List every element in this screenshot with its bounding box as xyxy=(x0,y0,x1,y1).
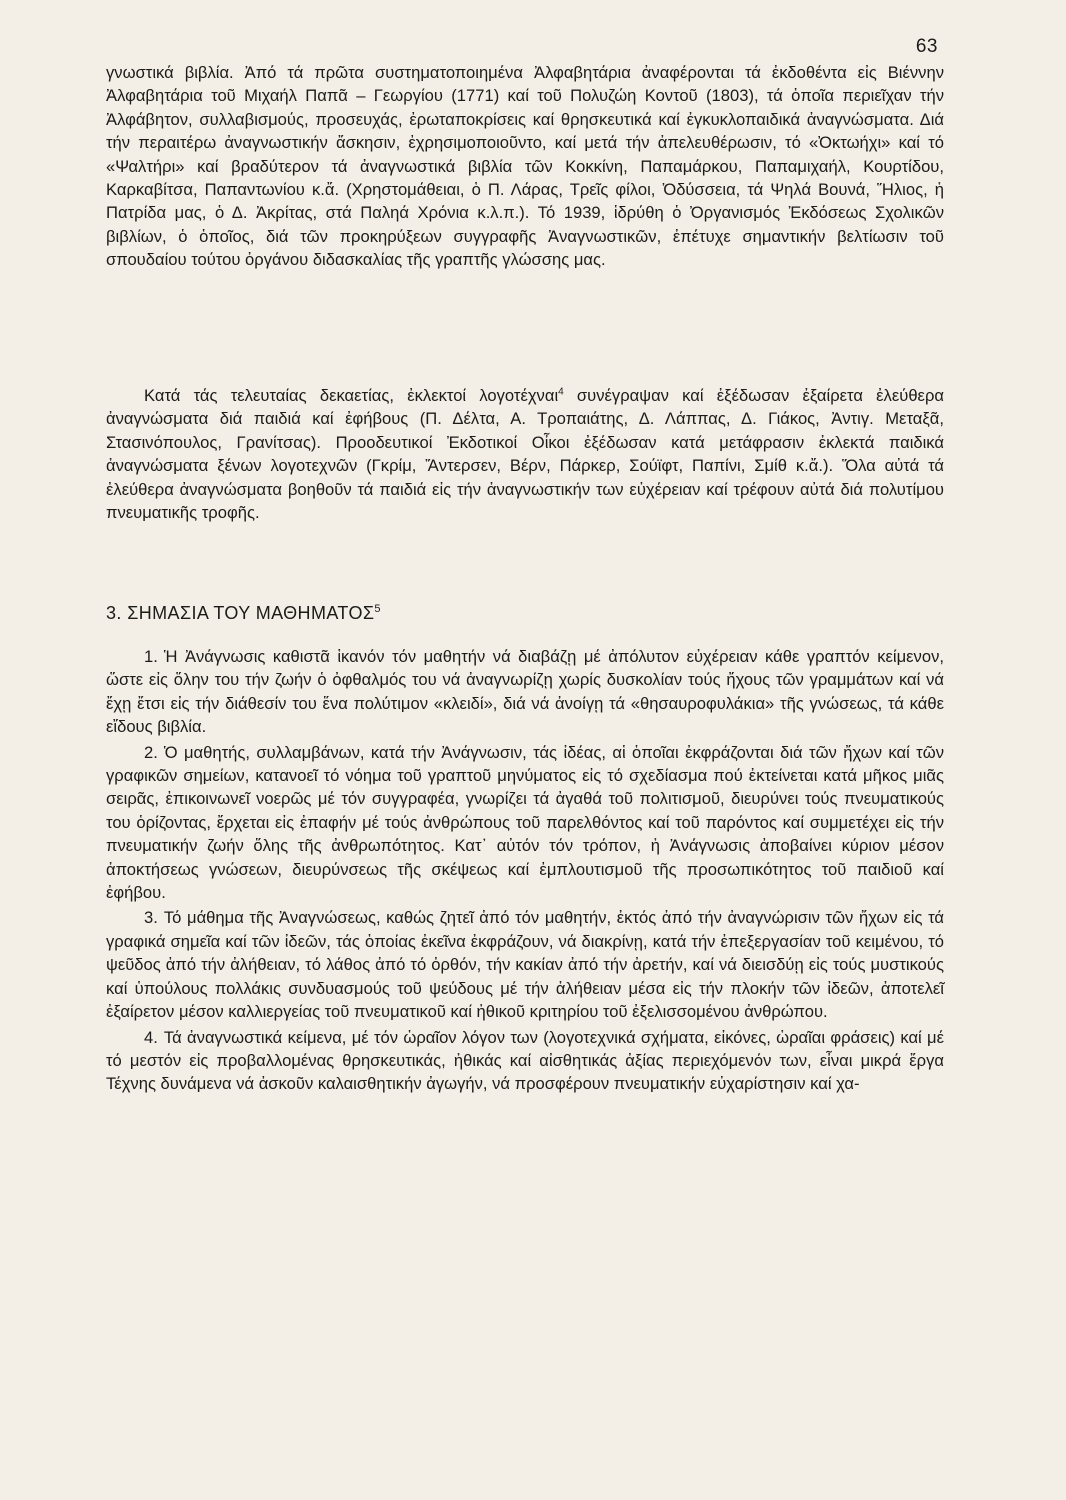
footnote-marker: 4 xyxy=(558,386,564,398)
list-item xyxy=(106,741,944,905)
list-item-text: Τό μάθημα τῆς Ἀναγνώσεως, καθώς ζητεῖ ἀπό τόν μαθητήν, ἐκτός ἀπό τήν ἀναγνώρισιν τῶν ἤχων εἰς τά γραφικά σημεῖα καί τῶν ἰδεῶν, τάς ὁποίας ἐκεῖνα ἐκφράζουν, νά διακρίνῃ, κατά τήν ἐπεξεργασίαν τοῦ κειμένου, τό ψεῦδος ἀπό τήν ἀλήθειαν, τό λάθος ἀπό τό ὀρθόν, τήν κακίαν ἀπό τήν ἀρετήν, καί νά διεισδύῃ εἰς τούς μυστικούς καί ὑπούλους πολλάκις συνδυασμούς τοῦ ψεύδους μέ τήν ἀλήθειαν μέσα εἰς τήν πλοκήν τῶν ἰδεῶν, ἀποτελεῖ ἐξαίρετον μέσον καλλιεργείας τοῦ πνευματικοῦ καί ἠθικοῦ κριτηρίου τοῦ ἐξελισσομένου ἀνθρώπου. xyxy=(106,908,944,1022)
list-item-text: Τά ἀναγνωστικά κείμενα, μέ τόν ὡραῖον λόγον των (λογοτεχνικά σχήματα, εἰκόνες, ὡραῖαι φράσεις) καί μέ τό μεστόν εἰς προβαλλομένας θρησκευτικάς, ἠθικάς καί αἰσθητικάς ἀξίας περιεχόμενόν των, εἶναι μικρά ἔργα Τέχνης δυνάμενα νά ἀσκοῦν καλαισθητικήν ἀγωγήν, νά προσφέρουν πνευματικήν εὐχαρίστησιν καί χα- xyxy=(106,1027,944,1094)
list-item-text: Ὁ μαθητής, συλλαμβάνων, κατά τήν Ἀνάγνωσιν, τάς ἰδέας, αἱ ὁποῖαι ἐκφράζονται διά τῶν ἤχων καί τῶν γραφικῶν σημείων, κατανοεῖ τό νόημα τοῦ γραπτοῦ μηνύματος εἰς τό σχεδίασμα πού ἐκτείνεται κατά μῆκος μιᾶς σειρᾶς, ἐπικοινωνεῖ νοερῶς μέ τόν συγγραφέα, γνωρίζει τά ἀγαθά τοῦ πολιτισμοῦ, διευρύνει τούς πνευματικούς του ὁρίζοντας, ἔρχεται εἰς ἐπαφήν μέ τούς ἀνθρώπους τοῦ παρελθόντος καί τοῦ παρόντος καί συμμετέχει εἰς τήν πνευματικήν ζωήν ὅλης τῆς ἀνθρωπότητος. Κατ᾽ αὐτόν τόν τρόπον, ἡ Ἀνάγνωσις ἀποβαίνει κύριον μέσον ἀποκτήσεως γνώσεων, διευρύνσεως τῆς σκέψεως καί ἐμπλουτισμοῦ τῆς προσωπικότητος τοῦ παιδιοῦ καί ἐφήβου. xyxy=(106,742,944,903)
page-number: 63 xyxy=(915,36,938,57)
list-item xyxy=(106,906,944,1023)
section-heading-text: 3. ΣΗΜΑΣΙΑ ΤΟΥ ΜΑΘΗΜΑΤΟΣ xyxy=(106,603,375,623)
paragraph-text-start: Κατά τάς τελευταίας δεκαετίας, ἐκλεκτοί λογοτέχναι xyxy=(144,386,559,405)
list-item xyxy=(106,645,944,739)
paragraph-text-end: συνέγραψαν καί ἐξέδωσαν ἐξαίρετα ἐλεύθερα ἀναγνώσματα διά παιδιά καί ἐφήβους (Π. Δέλτα, Α. Τροπαιάτης, Δ. Λάππας, Δ. Γιάκος, Ἀντιγ. Μεταξᾶ, Στασινόπουλος, Γρανίτσας). Προοδευτικοί Ἐκδοτικοί Οἶκοι ἐξέδωσαν κατά μετάφρασιν ἐκλεκτά παιδικά ἀναγνώσματα ξένων λογοτεχνῶν (Γκρίμ, Ἄντερσεν, Βέρν, Πάρκερ, Σούϊφτ, Παπίνι, Σμίθ κ.ἄ.). Ὅλα αὐτά τά ἐλεύθερα ἀναγνώσματα βοηθοῦν τά παιδιά εἰς τήν ἀναγνωστικήν των εὐχέρειαν καί τρέφουν αὐτά διά πολυτίμου πνευματικῆς τροφῆς. xyxy=(106,386,944,523)
footnote-marker: 5 xyxy=(374,603,381,615)
section-heading xyxy=(106,603,381,624)
list-item-number: 1. xyxy=(144,647,158,666)
paragraph-modern-literature xyxy=(106,384,944,524)
paragraph-reading-books-history xyxy=(106,61,944,272)
list-item-text: Ἡ Ἀνάγνωσις καθιστᾶ ἱκανόν τόν μαθητήν νά διαβάζῃ μέ ἀπόλυτον εὐχέρειαν κάθε γραπτόν κείμενον, ὥστε εἰς ὅλην του τήν ζωήν ὁ ὀφθαλμός του νά ἀναγνωρίζῃ χωρίς δυσκολίαν τούς ἤχους τῶν γραμμάτων καί νά ἔχῃ ἔτσι εἰς τήν διάθεσίν του ἕνα πολύτιμον «κλειδί», διά νά ἀνοίγῃ τά «θησαυροφυλάκια» τῆς γνώσεως, τά κάθε εἴδους βιβλία. xyxy=(106,647,944,737)
list-item xyxy=(106,1026,944,1096)
list-item-number: 3. xyxy=(144,908,158,928)
paragraph-text: γνωστικά βιβλία. Ἀπό τά πρῶτα συστηματοποιημένα Ἀλφαβητάρια ἀναφέρονται τά ἐκδοθέντα εἰς Βιέννην Ἀλφαβητάρια τοῦ Μιχαήλ Παπᾶ – Γεωργίου (1771) καί τοῦ Πολυζώη Κοντοῦ (1803), τά ὁποῖα περιεῖχαν τήν Ἀλφάβητον, συλλαβισμούς, προσευχάς, ἐρωταποκρίσεις καί θρησκευτικά καί ἐγκυκλοπαιδικά ἀναγνώσματα. Διά τήν περαιτέρω ἀναγνωστικήν ἄσκησιν, ἐχρησιμοποιοῦντο, καί μετά τήν ἀπελευθέρωσιν, τό «Ὀκτωήχι» καί τό «Ψαλτήρι» καί βραδύτερον τά ἀναγνωστικά βιβλία τῶν Κοκκίνη, Παπαμάρκου, Παπαμιχαήλ, Κουρτίδου, Καρκαβίτσα, Παπαντωνίου κ.ἄ. (Χρηστομάθειαι, ὁ Π. Λάρας, Τρεῖς φίλοι, Ὀδύσσεια, τά Ψηλά Βουνά, Ἥλιος, ἡ Πατρίδα μας, ὁ Δ. Ἀκρίτας, στά Παληά Χρόνια κ.λ.π.). Τό 1939, ἱδρύθη ὁ Ὀργανισμός Ἐκδόσεως Σχολικῶν βιβλίων, ὁ ὁποῖος, διά τῶν προκηρύξεων συγγραφῆς Ἀναγνωστικῶν, ἐπέτυχε σημαντικήν βελτίωσιν τοῦ σπουδαίου τούτου ὀργάνου διδασκαλίας τῆς γραπτῆς γλώσσης μας. xyxy=(106,63,944,270)
paragraph-text xyxy=(106,384,944,524)
numbered-list xyxy=(106,645,944,1098)
list-item-number: 2. xyxy=(144,742,158,762)
list-item-number: 4. xyxy=(144,1027,158,1047)
